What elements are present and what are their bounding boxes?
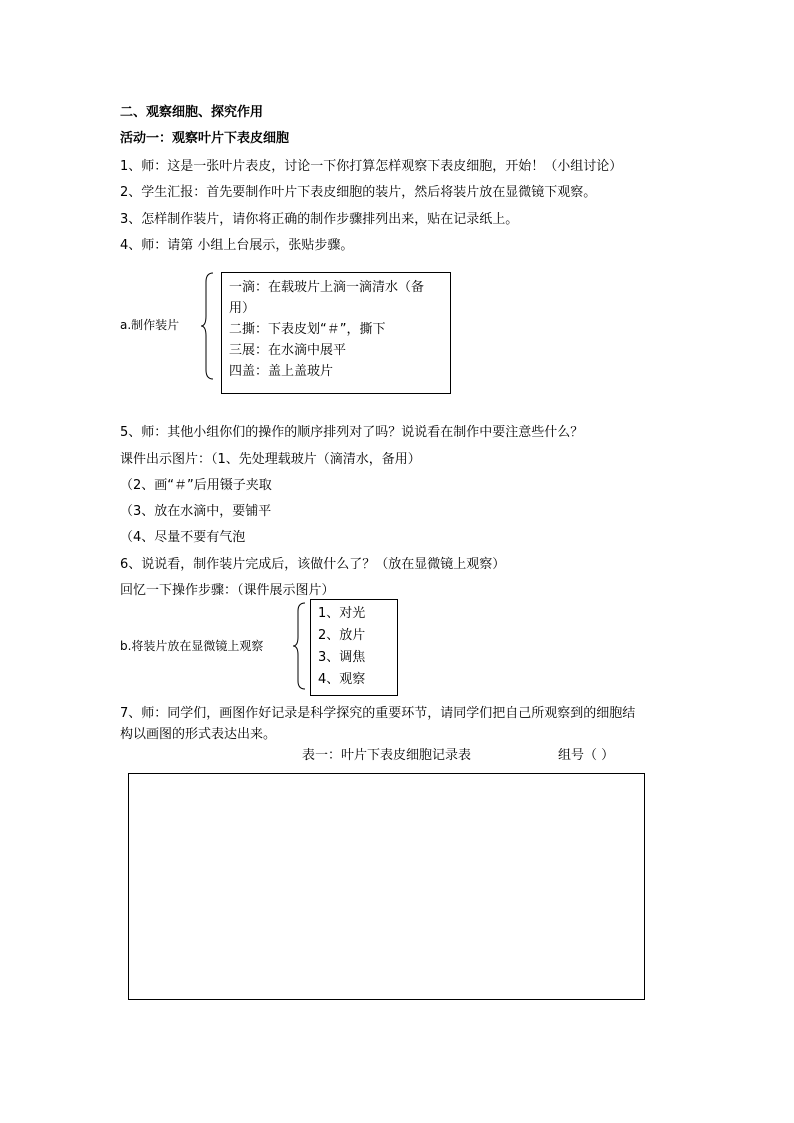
diagram-a-brace <box>200 272 214 380</box>
section-heading: 二、观察细胞、探究作用 <box>120 105 264 120</box>
paragraph-7: （2、画“＃”后用镊子夹取 <box>120 478 272 493</box>
drawing-record-box[interactable] <box>128 773 645 1000</box>
paragraph-2: 2、学生汇报：首先要制作叶片下表皮细胞的装片，然后将装片放在显微镜下观察。 <box>120 185 597 200</box>
diagram-a-step: 二撕：下表皮划“＃”，撕下 <box>229 322 386 337</box>
diagram-a-label: a.制作装片 <box>120 318 180 332</box>
diagram-a-steps-box <box>221 272 451 394</box>
paragraph-4: 4、师：请第 小组上台展示，张贴步骤。 <box>120 238 354 253</box>
paragraph-5: 5、师：其他小组你们的操作的顺序排列对了吗？说说看在制作中要注意些什么？ <box>120 425 584 440</box>
diagram-b-step: 1、对光 <box>318 606 366 621</box>
diagram-b-label: b.将装片放在显微镜上观察 <box>120 639 264 653</box>
diagram-a-step: 一滴：在载玻片上滴一滴清水（备 <box>229 280 425 295</box>
group-number-label: 组号（ ） <box>558 748 615 763</box>
paragraph-12b: 构以画图的形式表达出来。 <box>120 727 277 742</box>
paragraph-8: （3、放在水滴中，要铺平 <box>120 504 272 519</box>
diagram-b-step: 3、调焦 <box>318 650 366 665</box>
diagram-a-step: 四盖：盖上盖玻片 <box>229 364 334 379</box>
table-caption: 表一：叶片下表皮细胞记录表 <box>302 748 472 763</box>
paragraph-6: 课件出示图片：（1、先处理载玻片（滴清水，备用） <box>120 452 421 467</box>
paragraph-10: 6、说说看，制作装片完成后，该做什么了？（放在显微镜上观察） <box>120 557 506 572</box>
diagram-b-step: 4、观察 <box>318 672 366 687</box>
paragraph-12a: 7、师：同学们，画图作好记录是科学探究的重要环节，请同学们把自己所观察到的细胞结 <box>120 706 636 721</box>
diagram-a-step: 三展：在水滴中展平 <box>229 343 347 358</box>
paragraph-3: 3、怎样制作装片，请你将正确的制作步骤排列出来，贴在记录纸上。 <box>120 212 519 227</box>
diagram-b-brace <box>292 602 306 690</box>
paragraph-11: 回忆一下操作步骤：（课件展示图片） <box>120 583 335 598</box>
diagram-b-step: 2、放片 <box>318 628 366 643</box>
activity-heading: 活动一：观察叶片下表皮细胞 <box>120 131 290 146</box>
paragraph-9: （4、尽量不要有气泡 <box>120 530 246 545</box>
diagram-b-steps-box <box>310 599 398 696</box>
paragraph-1: 1、师：这是一张叶片表皮，讨论一下你打算怎样观察下表皮细胞，开始！（小组讨论） <box>120 159 623 174</box>
diagram-a-step: 用） <box>229 301 256 316</box>
